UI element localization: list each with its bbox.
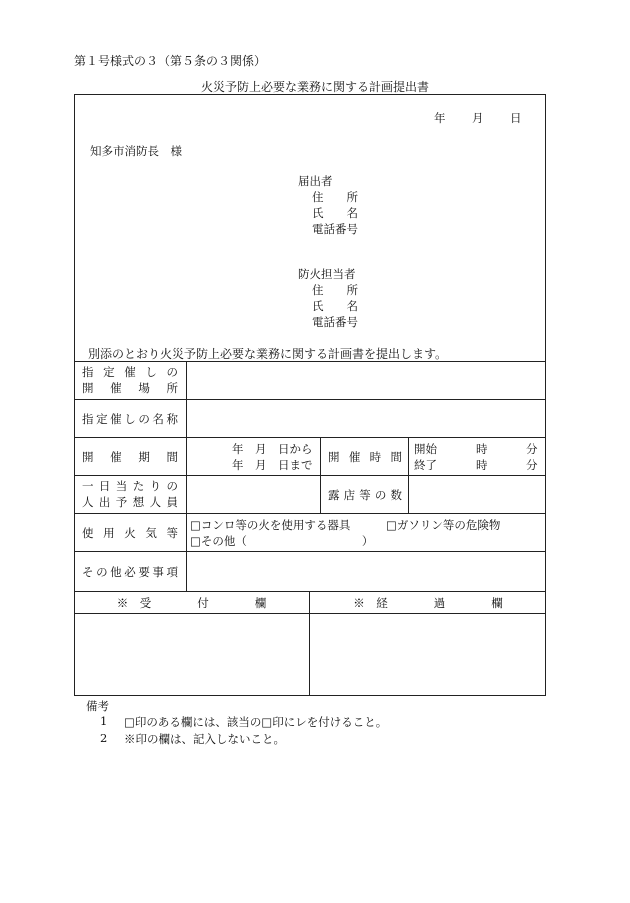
period-label: 開催期間	[82, 449, 178, 464]
time-end-minute[interactable]: 分	[526, 458, 538, 472]
note-1-text: □印のある欄には、該当の□印にレを付けること。	[124, 715, 388, 729]
time-end-label: 終了	[414, 458, 437, 472]
event-name-input[interactable]	[187, 400, 545, 437]
notifier-heading: 届出者	[298, 174, 333, 188]
fire-option-stove-checkbox[interactable]: □コンロ等の火を使用する器具	[190, 518, 351, 532]
period-from[interactable]: 年 月 日から	[232, 442, 313, 456]
time-start-hour[interactable]: 時	[476, 442, 488, 456]
fire-manager-address-label: 住 所	[312, 283, 358, 297]
time-start-minute[interactable]: 分	[526, 442, 538, 456]
reception-area	[75, 614, 309, 695]
progress-header: ※ 経 過 欄	[353, 595, 503, 610]
reception-header: ※ 受 付 欄	[116, 595, 267, 610]
stalls-input[interactable]	[409, 476, 545, 513]
venue-input[interactable]	[187, 362, 545, 399]
fire-manager-phone-label: 電話番号	[312, 315, 358, 329]
time-label: 開催時間	[328, 449, 402, 464]
notifier-phone-label: 電話番号	[312, 222, 358, 236]
note-2-text: ※印の欄は、記入しないこと。	[124, 732, 285, 746]
date-month[interactable]: 月	[472, 111, 484, 125]
notifier-name-label: 氏 名	[312, 206, 358, 220]
document-title: 火災予防上必要な業務に関する計画提出書	[200, 80, 429, 94]
fire-manager-name-label: 氏 名	[312, 299, 358, 313]
daily-attendance-line2: 人出予想人員	[82, 495, 178, 509]
form-number: 第１号様式の３（第５条の３関係）	[74, 54, 267, 68]
other-requirements-label: その他必要事項	[82, 564, 178, 579]
fire-use-label: 使用火気等	[82, 525, 178, 540]
submission-statement: 別添のとおり火災予防上必要な業務に関する計画書を提出します。	[88, 347, 448, 361]
fire-option-other-checkbox[interactable]: □その他（ ）	[190, 534, 374, 548]
note-2-number: 2	[100, 731, 108, 745]
time-start-label: 開始	[414, 442, 437, 456]
venue-label-line2: 開催場所	[82, 381, 178, 395]
stalls-label: 露店等の数	[328, 487, 402, 502]
note-1-number: 1	[100, 714, 108, 728]
event-name-label: 指定催しの名称	[82, 411, 178, 426]
remarks-title: 備考	[86, 699, 109, 713]
venue-label-line1: 指定催しの	[82, 365, 178, 379]
other-requirements-input[interactable]	[187, 552, 545, 591]
fire-option-hazmat-checkbox[interactable]: □ガソリン等の危険物	[386, 518, 501, 532]
addressee: 知多市消防長 様	[90, 144, 182, 158]
time-end-hour[interactable]: 時	[476, 458, 488, 472]
fire-manager-heading: 防火担当者	[298, 267, 356, 281]
notifier-address-label: 住 所	[312, 190, 358, 204]
date-day[interactable]: 日	[510, 111, 522, 125]
date-year[interactable]: 年	[434, 111, 446, 125]
daily-attendance-input[interactable]	[187, 476, 320, 513]
progress-area	[310, 614, 545, 695]
daily-attendance-line1: 一日当たりの	[82, 479, 178, 493]
period-to[interactable]: 年 月 日まで	[232, 458, 313, 472]
